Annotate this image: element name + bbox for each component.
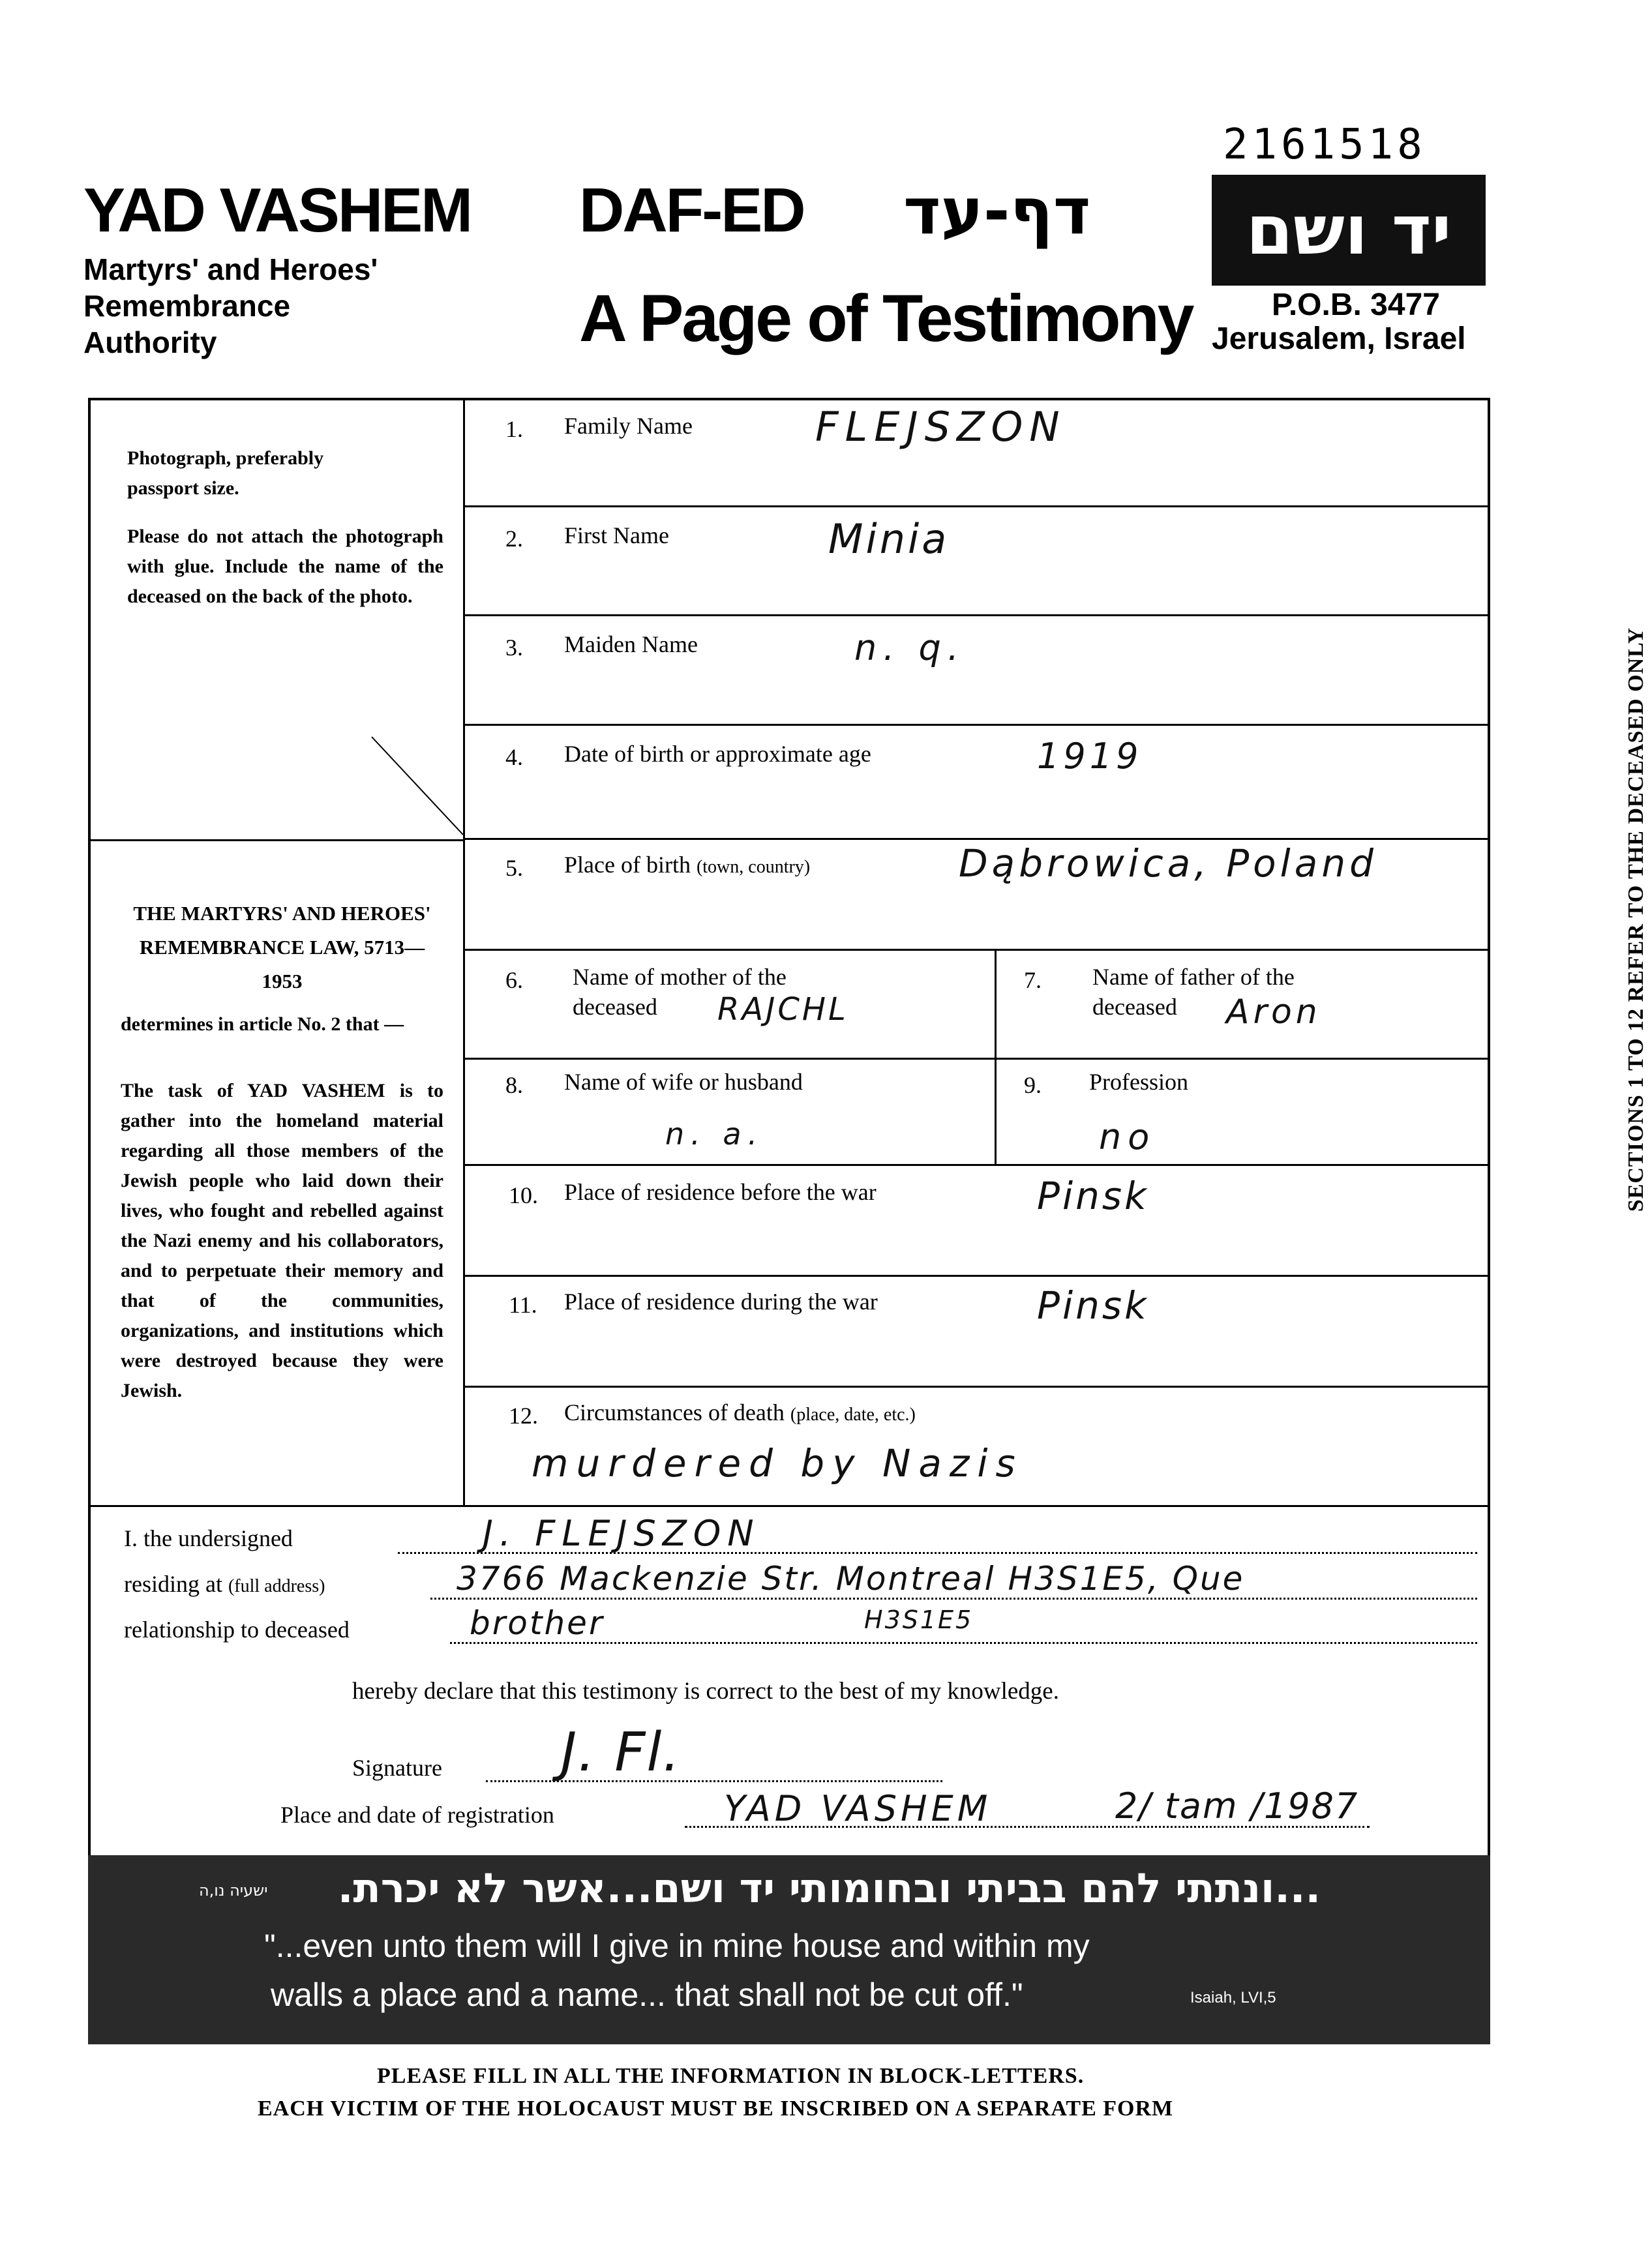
banner-hebrew-ref: ישעיה נו,ה <box>199 1881 268 1900</box>
profession-value[interactable]: no <box>1099 1116 1156 1157</box>
row-line-8 <box>463 1275 1490 1277</box>
field-8-label: Name of wife or husband <box>564 1069 803 1095</box>
row-line-1 <box>463 505 1490 507</box>
registration-place-value[interactable]: YAD VASHEM <box>724 1788 992 1829</box>
signature-value[interactable]: J. Fl. <box>561 1722 682 1783</box>
declaration-text: hereby declare that this testimony is correct to the best of my knowledge. <box>352 1678 1059 1705</box>
residing-dotline <box>430 1598 1477 1600</box>
photo-corner-mark <box>372 737 470 841</box>
daf-ed-title: DAF-ED <box>579 175 804 245</box>
org-sub-2: Remembrance <box>83 289 291 323</box>
residence-before-war-value[interactable]: Pinsk <box>1037 1174 1149 1218</box>
field-10-number: 10. <box>509 1182 538 1208</box>
field-1-label: Family Name <box>564 413 693 439</box>
photo-instructions: Please do not attach the photograph with glue. Include the name of the deceased on the back of the photo. <box>127 526 443 607</box>
signature-label: Signature <box>352 1755 442 1781</box>
row-line-5 <box>463 949 1490 951</box>
law-title: THE MARTYRS' AND HEROES' REMEMBRANCE LAW, 5713—1953 <box>133 902 431 992</box>
field-5-label <box>564 851 810 878</box>
residing-label <box>124 1570 325 1598</box>
residing-label-hint: (full address) <box>228 1576 325 1596</box>
photo-instruction-2: passport size. <box>127 477 239 499</box>
banner-quote-line1: "...even unto them will I give in mine house and within my <box>264 1928 1090 1964</box>
field-12-label-hint: (place, date, etc.) <box>790 1405 916 1425</box>
field-6-label-line2: deceased <box>573 994 657 1020</box>
org-sub-1: Martyrs' and Heroes' <box>83 252 378 286</box>
mother-name-value[interactable]: RAJCHL <box>717 991 848 1028</box>
org-sub-3: Authority <box>83 325 217 359</box>
column-divider <box>463 398 465 1506</box>
relationship-value[interactable]: brother <box>470 1604 605 1642</box>
family-name-value[interactable]: FLEJSZON <box>815 403 1066 451</box>
field-7-label-line2: deceased <box>1092 994 1177 1020</box>
field-8-number: 8. <box>505 1072 523 1098</box>
declarant-top-border <box>88 1505 1490 1507</box>
father-name-value[interactable]: Aron <box>1226 992 1321 1032</box>
field-5-label-hint: (town, country) <box>696 857 811 877</box>
field-6-number: 6. <box>505 967 523 993</box>
field-11-number: 11. <box>509 1292 537 1318</box>
field-2-number: 2. <box>505 526 523 552</box>
row-line-2 <box>463 614 1490 616</box>
form-top-border <box>88 398 1490 400</box>
yad-vashem-hebrew-logo: יד ושם <box>1212 175 1486 286</box>
field-1-number: 1. <box>505 416 523 442</box>
form-left-border <box>88 398 91 1858</box>
footer-line-1: PLEASE FILL IN ALL THE INFORMATION IN BLOCK-LETTERS. <box>377 2064 1085 2088</box>
sections-side-note: SECTIONS 1 TO 12 REFER TO THE DECEASED ONLY <box>1624 627 1648 1212</box>
maiden-name-value[interactable]: n. q. <box>854 627 965 668</box>
field-12-label <box>564 1399 916 1426</box>
death-circumstances-value[interactable]: murdered by Nazis <box>532 1441 1023 1485</box>
birth-date-value[interactable]: 1919 <box>1037 736 1143 777</box>
footer-line-2: EACH VICTIM OF THE HOLOCAUST MUST BE INSCRIBED ON A SEPARATE FORM <box>258 2096 1174 2121</box>
field-3-label: Maiden Name <box>564 631 698 657</box>
banner-ref: Isaiah, LVI,5 <box>1190 1989 1276 2007</box>
page-title: A Page of Testimony <box>579 281 1193 355</box>
law-determines: determines in article No. 2 that — <box>121 1013 404 1035</box>
quote-banner <box>88 1855 1490 2044</box>
relationship-dotline <box>450 1642 1477 1644</box>
field-3-number: 3. <box>505 634 523 661</box>
registration-date-value[interactable]: 2/ tam /1987 <box>1115 1785 1359 1827</box>
field-7-number: 7. <box>1024 967 1042 993</box>
field-5-number: 5. <box>505 855 523 881</box>
serial-number: 2161518 <box>1223 121 1426 169</box>
birth-place-value[interactable]: Dąbrowica, Poland <box>959 841 1377 886</box>
banner-quote-line2: walls a place and a name... that shall not be cut off." <box>271 1977 1023 2013</box>
undersigned-value[interactable]: J. FLEJSZON <box>483 1513 760 1554</box>
row-line-9 <box>463 1386 1490 1388</box>
field-9-label: Profession <box>1089 1069 1188 1095</box>
mid-divider <box>995 949 997 1164</box>
row-line-7 <box>463 1164 1490 1166</box>
field-6-label-line1: Name of mother of the <box>573 964 787 990</box>
field-5-label-main: Place of birth <box>564 852 691 878</box>
signature-dotline <box>486 1780 942 1782</box>
spouse-name-value[interactable]: n. a. <box>665 1116 764 1152</box>
field-4-number: 4. <box>505 744 523 770</box>
undersigned-label: I. the undersigned <box>124 1525 293 1551</box>
form-right-border <box>1488 398 1490 1858</box>
city-address: Jerusalem, Israel <box>1212 321 1466 356</box>
field-9-number: 9. <box>1024 1072 1042 1098</box>
field-7-label-line1: Name of father of the <box>1092 964 1295 990</box>
field-12-label-main: Circumstances of death <box>564 1399 785 1425</box>
row-line-3 <box>463 724 1490 726</box>
field-12-number: 12. <box>509 1403 538 1429</box>
hebrew-daf-ed: דף-עד <box>903 175 1091 249</box>
first-name-value[interactable]: Minia <box>828 515 950 563</box>
field-2-label: First Name <box>564 522 669 548</box>
relationship-label: relationship to deceased <box>124 1617 350 1643</box>
relationship-extra: H3S1E5 <box>864 1605 974 1634</box>
residence-during-war-value[interactable]: Pinsk <box>1037 1283 1149 1328</box>
residing-value[interactable]: 3766 Mackenzie Str. Montreal H3S1E5, Que <box>457 1560 1245 1598</box>
residing-label-main: residing at <box>124 1571 222 1597</box>
photo-box-title <box>127 443 323 503</box>
org-name: YAD VASHEM <box>83 175 472 245</box>
law-text: The task of YAD VASHEM is to gather into the homeland material regarding all those members of the Jewish people who laid down their lives, who fought and rebelled against the Nazi enemy and his collaborators, and to perpetuate their memory and that of the communities, organizations, and institutions which were destroyed because they were Jewish. <box>121 1080 443 1401</box>
field-10-label: Place of residence before the war <box>564 1179 877 1205</box>
field-4-label: Date of birth or approximate age <box>564 741 871 767</box>
field-11-label: Place of residence during the war <box>564 1289 878 1315</box>
row-line-4 <box>463 838 1490 840</box>
pob-address: P.O.B. 3477 <box>1272 288 1440 322</box>
banner-hebrew: ...ונתתי להם בביתי ובחומותי יד ושם...אשר לא יכרת. <box>337 1864 1321 1912</box>
photo-instruction-1: Photograph, preferably <box>127 447 324 469</box>
row-line-6 <box>463 1058 1490 1060</box>
registration-label: Place and date of registration <box>280 1802 554 1828</box>
